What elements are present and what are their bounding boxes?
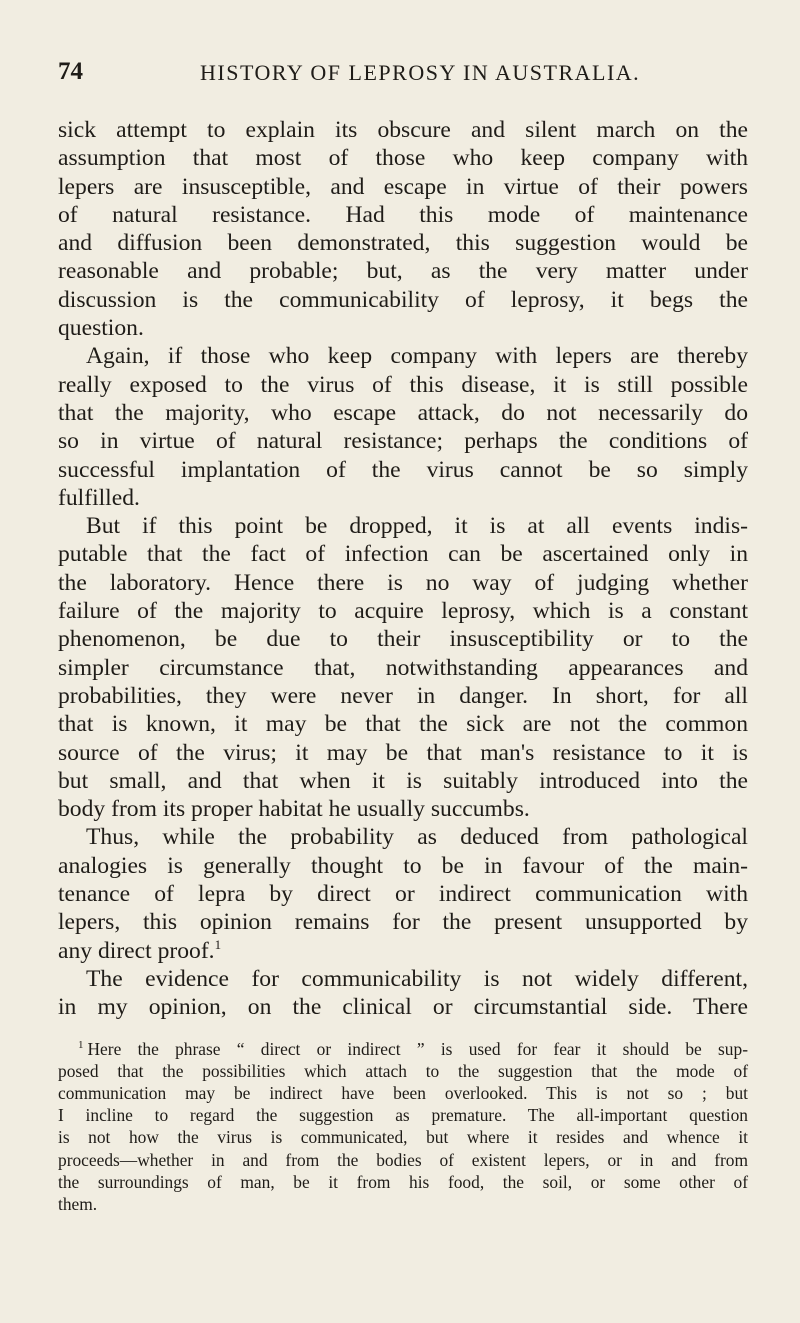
footnote-line: them.: [58, 1193, 98, 1214]
book-page: [58, 58, 748, 1215]
running-head: [58, 58, 748, 98]
text-line: lepers, this opinion remains for the present unsupported by: [58, 909, 748, 936]
text-line: but small, and that when it is suitably introduced into the: [58, 767, 748, 794]
footnote-line: posed that the possibilities which attach to the suggestion that the mode of: [58, 1060, 748, 1081]
text-line: that is known, it may be that the sick are not the common: [58, 711, 748, 738]
footnote-line: is not how the virus is communicated, but where it resides and whence it: [58, 1127, 748, 1148]
text-line: any direct proof.: [58, 937, 215, 964]
footnote-line: I incline to regard the suggestion as premature. The all-important question: [58, 1105, 748, 1126]
text-line: Thus, while the probability as deduced from pathological: [86, 824, 748, 851]
footnote-line: proceeds—whether in and from the bodies of existent lepers, or in and from: [58, 1149, 748, 1170]
text-line-with-footnote-ref: [58, 937, 748, 965]
text-line: really exposed to the virus of this disease, it is still possible: [58, 371, 748, 398]
text-line: body from its proper habitat he usually succumbs.: [58, 796, 530, 823]
text-line: discussion is the communicability of leprosy, it begs the: [58, 286, 748, 313]
text-line: of natural resistance. Had this mode of maintenance: [58, 201, 748, 228]
text-line: that the majority, who escape attack, do not necessarily do: [58, 399, 748, 426]
text-line: putable that the fact of infection can be ascertained only in: [58, 541, 748, 568]
footnote-text: Here the phrase “ direct or indirect ” is used for fear it should be sup-: [87, 1038, 748, 1059]
footnote-line: the surroundings of man, be it from his food, the soil, or some other of: [58, 1171, 748, 1192]
text-line: phenomenon, be due to their insusceptibility or to the: [58, 626, 748, 653]
text-line: probabilities, they were never in danger. In short, for all: [58, 682, 748, 709]
text-line: The evidence for communicability is not widely different,: [86, 965, 748, 992]
text-line: But if this point be dropped, it is at all events indis-: [86, 513, 748, 540]
text-line: simpler circumstance that, notwithstanding appearances and: [58, 654, 748, 681]
text-line: question.: [58, 315, 144, 342]
text-line: failure of the majority to acquire leprosy, which is a constant: [58, 598, 748, 625]
text-line: so in virtue of natural resistance; perhaps the conditions of: [58, 428, 748, 455]
page-number: 74: [58, 58, 83, 85]
text-line: sick attempt to explain its obscure and silent march on the: [58, 117, 748, 143]
text-line: fulfilled.: [58, 484, 140, 511]
text-line: and diffusion been demonstrated, this suggestion would be: [58, 230, 748, 257]
text-line: Again, if those who keep company with lepers are thereby: [86, 343, 748, 370]
text-line: the laboratory. Hence there is no way of judging whether: [58, 569, 748, 596]
text-line: tenance of lepra by direct or indirect communication with: [58, 881, 748, 908]
text-line: lepers are insusceptible, and escape in virtue of their powers: [58, 173, 748, 200]
text-line: analogies is generally thought to be in favour of the main-: [58, 852, 748, 879]
footnote-line: [58, 1038, 748, 1060]
running-title: HISTORY OF LEPROSY IN AUSTRALIA.: [200, 60, 641, 85]
body-text: [58, 116, 748, 1022]
text-line: assumption that most of those who keep company with: [58, 145, 748, 172]
text-line: reasonable and probable; but, as the very matter under: [58, 258, 748, 285]
footnote-line: communication may be indirect have been overlooked. This is not so ; but: [58, 1082, 748, 1103]
footnote-number: 1: [78, 1038, 84, 1051]
text-line: successful implantation of the virus cannot be so simply: [58, 456, 748, 483]
text-line: in my opinion, on the clinical or circumstantial side. There: [58, 994, 748, 1021]
footnote-marker: 1: [214, 936, 222, 952]
footnote: [58, 1038, 748, 1216]
text-line: source of the virus; it may be that man's resistance to it is: [58, 739, 748, 766]
